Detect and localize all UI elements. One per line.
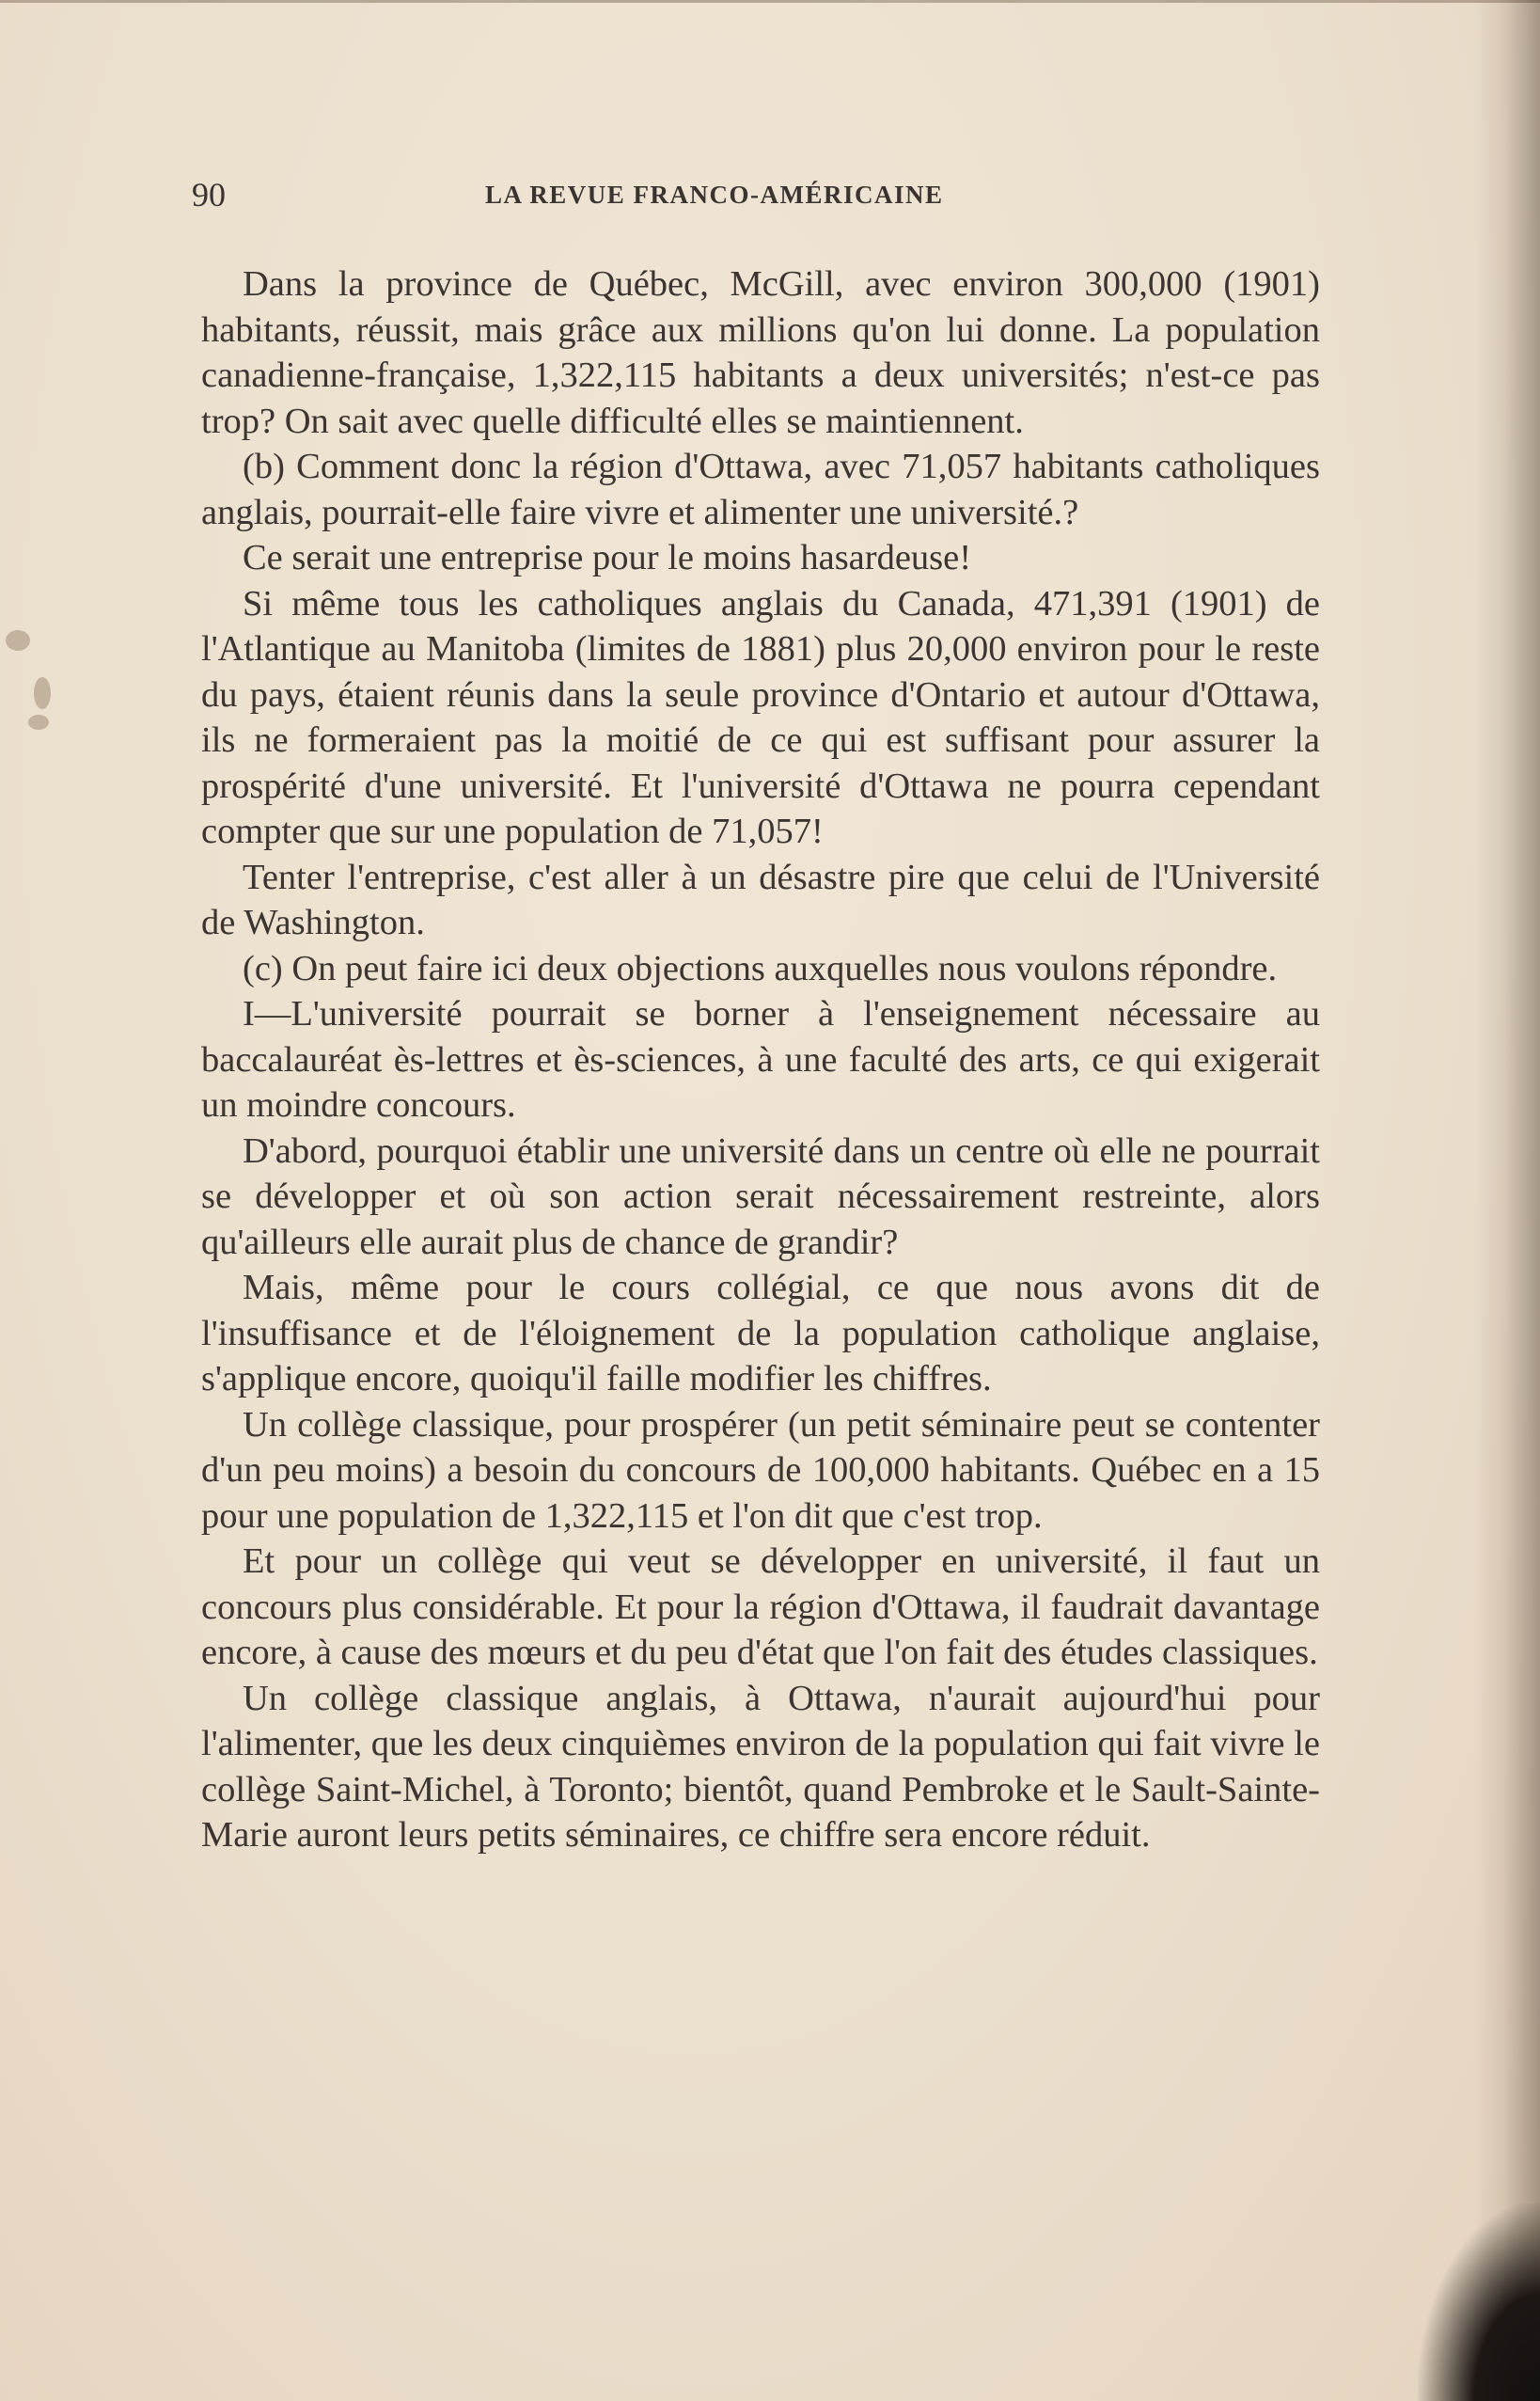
paragraph: Mais, même pour le cours collégial, ce que nous avons dit de l'insuffisance et de l'éloignement de la population catholique anglaise, s'applique encore, quoiqu'il faille modifier les chiffres. [201, 1268, 1320, 1398]
paragraph: Un collège classique, pour prospérer (un petit séminaire peut se contenter d'un peu moins) a besoin du concours de 100,000 habitants. Québec en a 15 pour une population de 1,322,115 et l'on dit que c'est trop. [201, 1404, 1320, 1536]
page-number: 90 [192, 176, 226, 213]
page-header [192, 175, 1320, 222]
paragraph: (b) Comment donc la région d'Ottawa, avec 71,057 habitants catholiques anglais, pourrait-elle faire vivre et alimenter une université.? [201, 447, 1320, 532]
corner-shadow [1418, 2204, 1540, 2401]
paragraph: Tenter l'entreprise, c'est aller à un désastre pire que celui de l'Université de Washington. [201, 857, 1320, 942]
body-text [201, 261, 1320, 1858]
margin-stain [0, 621, 56, 752]
paragraph: D'abord, pourquoi établir une université dans un centre où elle ne pourrait se développer et où son action serait nécessairement restreinte, alors qu'ailleurs elle aurait plus de chance de grandir? [201, 1130, 1320, 1262]
top-edge-rule [0, 0, 1540, 3]
spine-shadow [1474, 0, 1540, 2401]
paragraph: Dans la province de Québec, McGill, avec environ 300,000 (1901) habitants, réussit, mais grâce aux millions qu'on lui donne. La population canadienne-française, 1,322,115 habitants a deux universités; n'est-ce pas trop? On sait avec quelle difficulté elles se maintiennent. [201, 264, 1320, 441]
paragraph: I—L'université pourrait se borner à l'enseignement nécessaire au baccalauréat ès-lettres et ès-sciences, à une faculté des arts, ce qui exigerait un moindre concours. [201, 994, 1320, 1125]
paragraph: Un collège classique anglais, à Ottawa, n'aurait aujourd'hui pour l'alimenter, que les deux cinquièmes environ de la population qui fait vivre le collège Saint-Michel, à Toronto; bientôt, quand Pembroke et le Sault-Sainte-Marie auront leurs petits séminaires, ce chiffre sera encore réduit. [201, 1678, 1320, 1855]
paragraph: Et pour un collège qui veut se développer en université, il faut un concours plus considérable. Et pour la région d'Ottawa, il faudrait davantage encore, à cause des mœurs et du peu d'état que l'on fait des études classiques. [201, 1541, 1320, 1672]
paragraph: Ce serait une entreprise pour le moins hasardeuse! [243, 538, 972, 577]
paragraph: (c) On peut faire ici deux objections auxquelles nous voulons répondre. [243, 948, 1278, 988]
running-head: LA REVUE FRANCO-AMÉRICAINE [485, 181, 944, 209]
paragraph: Si même tous les catholiques anglais du Canada, 471,391 (1901) de l'Atlantique au Manitoba (limites de 1881) plus 20,000 environ pour le reste du pays, étaient réunis dans la seule province d'Ontario et autour d'Ottawa, ils ne formeraient pas la moitié de ce qui est suffisant pour assurer la prospérité d'une université. Et l'université d'Ottawa ne pourra cependant compter que sur une population de 71,057! [201, 583, 1320, 851]
